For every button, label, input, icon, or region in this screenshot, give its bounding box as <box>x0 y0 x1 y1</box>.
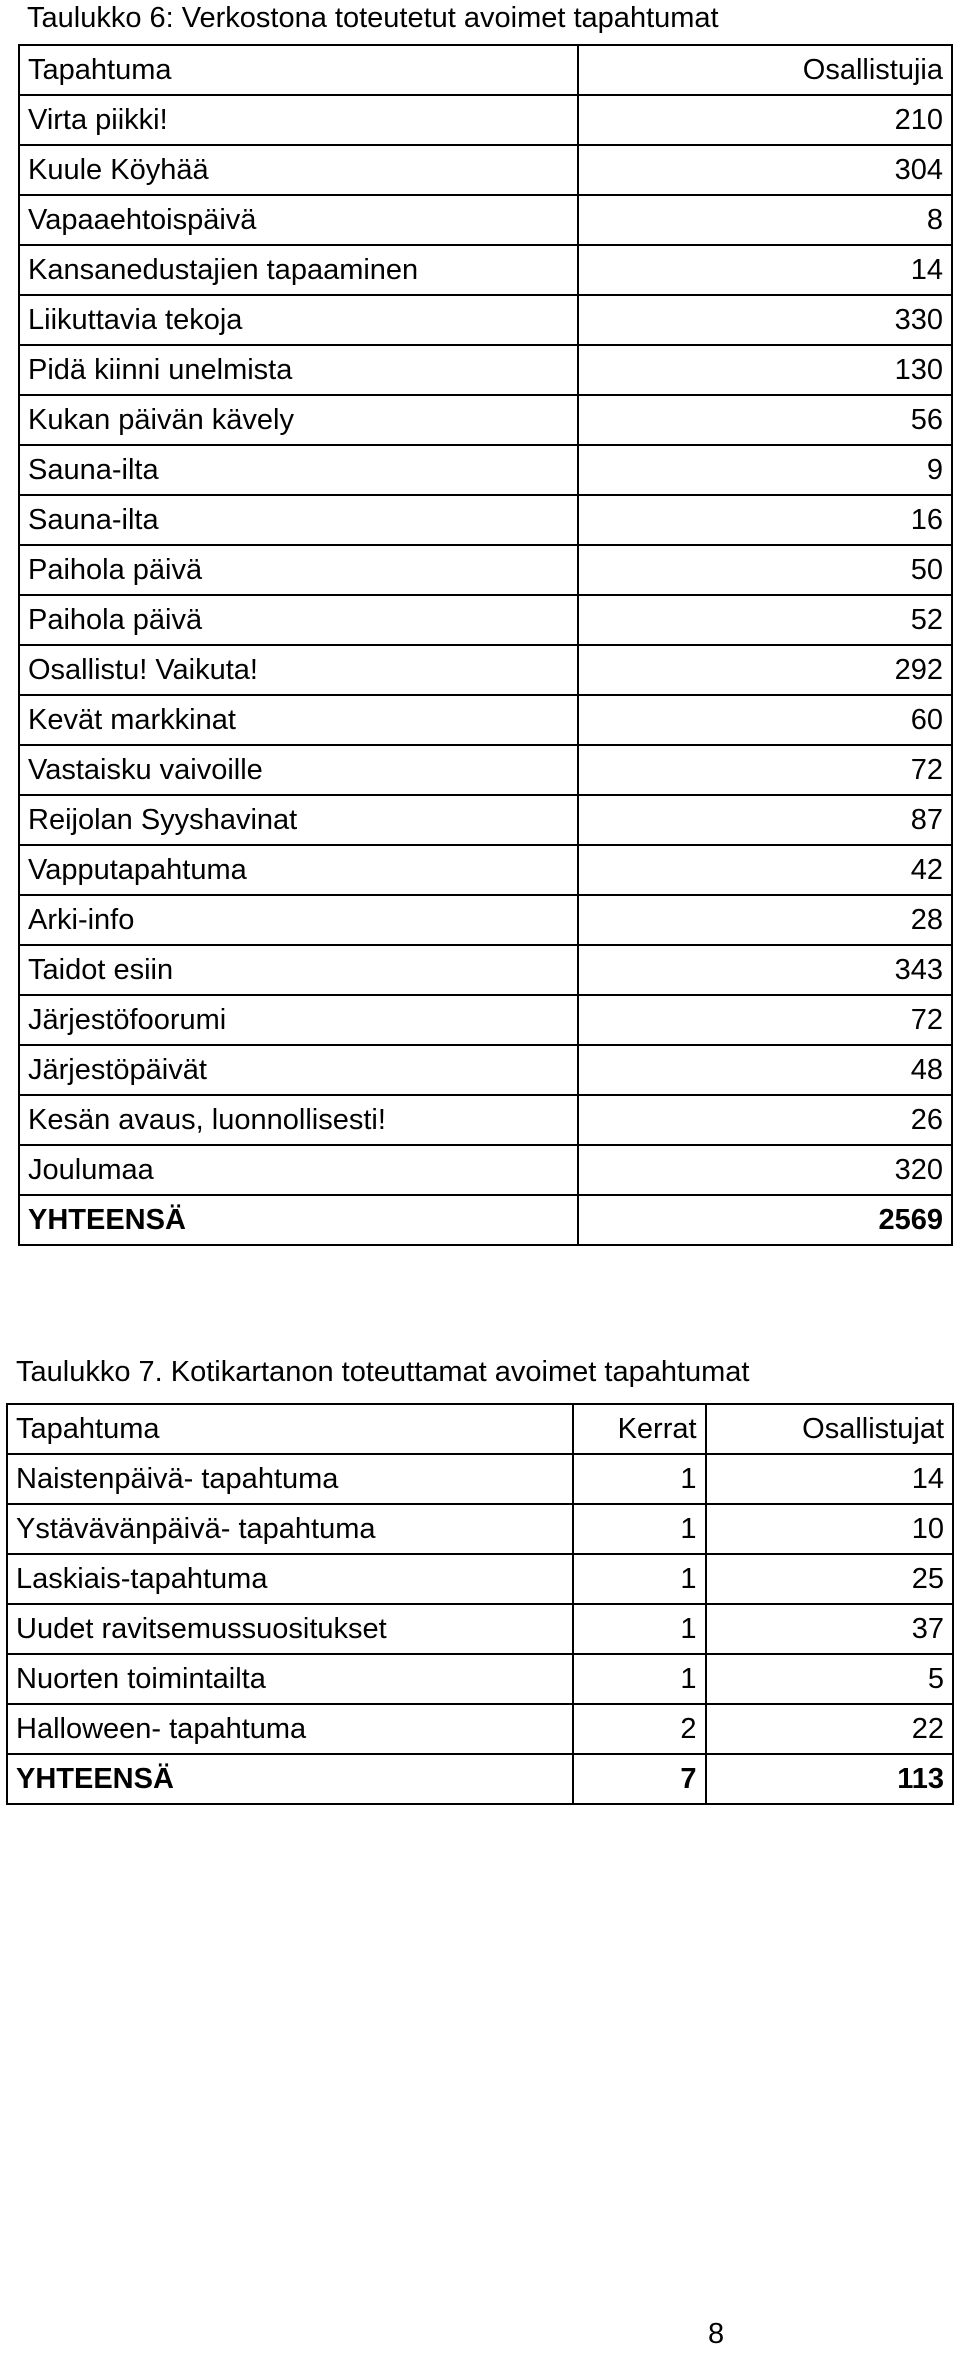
page-number: 8 <box>708 2318 725 2350</box>
table-cell: Sauna-ilta <box>19 445 578 495</box>
table-cell: Vapaaehtoispäivä <box>19 195 578 245</box>
table-cell: 14 <box>706 1454 953 1504</box>
table-cell: Uudet ravitsemussuositukset <box>7 1604 573 1654</box>
table-cell: 1 <box>573 1504 706 1554</box>
table-cell: 48 <box>578 1045 952 1095</box>
table-total-row <box>19 1195 952 1245</box>
table-row <box>7 1654 953 1704</box>
table-cell: Naistenpäivä- tapahtuma <box>7 1454 573 1504</box>
table-cell: Virta piikki! <box>19 95 578 145</box>
table-cell: Nuorten toimintailta <box>7 1654 573 1704</box>
table-cell: 1 <box>573 1654 706 1704</box>
table-cell: Reijolan Syyshavinat <box>19 795 578 845</box>
table-cell: 37 <box>706 1604 953 1654</box>
table-cell: 42 <box>578 845 952 895</box>
column-header: Tapahtuma <box>7 1404 573 1454</box>
table-cell: 22 <box>706 1704 953 1754</box>
table-cell: 320 <box>578 1145 952 1195</box>
table-cell: Arki-info <box>19 895 578 945</box>
table-cell: 304 <box>578 145 952 195</box>
table-cell: 113 <box>706 1754 953 1804</box>
table-7-caption: Taulukko 7. Kotikartanon toteuttamat avoimet tapahtumat <box>16 1356 750 1388</box>
table-cell: 343 <box>578 945 952 995</box>
table-cell: 5 <box>706 1654 953 1704</box>
table-cell: 8 <box>578 195 952 245</box>
table-cell: 9 <box>578 445 952 495</box>
table-cell: 26 <box>578 1095 952 1145</box>
table-cell: 50 <box>578 545 952 595</box>
table-cell: 52 <box>578 595 952 645</box>
table-cell: Vapputapahtuma <box>19 845 578 895</box>
table-cell: Kesän avaus, luonnollisesti! <box>19 1095 578 1145</box>
table-7 <box>6 1403 954 1805</box>
table-cell: Pidä kiinni unelmista <box>19 345 578 395</box>
table-row <box>19 795 952 845</box>
table-row <box>19 895 952 945</box>
table-cell: 330 <box>578 295 952 345</box>
table-row <box>7 1454 953 1504</box>
table-cell: 1 <box>573 1554 706 1604</box>
table-row <box>19 745 952 795</box>
table-cell: 72 <box>578 995 952 1045</box>
table-cell: 2569 <box>578 1195 952 1245</box>
table-row <box>19 95 952 145</box>
table-cell: Joulumaa <box>19 1145 578 1195</box>
table-row <box>19 445 952 495</box>
table-row <box>19 845 952 895</box>
table-cell: Sauna-ilta <box>19 495 578 545</box>
table-cell: 7 <box>573 1754 706 1804</box>
table-cell: Ystävävänpäivä- tapahtuma <box>7 1504 573 1554</box>
table-cell: 16 <box>578 495 952 545</box>
table-cell: 14 <box>578 245 952 295</box>
table-cell: Kansanedustajien tapaaminen <box>19 245 578 295</box>
column-header: Osallistujia <box>578 45 952 95</box>
table-row <box>19 145 952 195</box>
table-cell: Osallistu! Vaikuta! <box>19 645 578 695</box>
table-6 <box>18 44 953 1246</box>
table-cell: 60 <box>578 695 952 745</box>
table-row <box>19 1145 952 1195</box>
table-row <box>19 545 952 595</box>
table-header-row <box>19 45 952 95</box>
table-cell: Taidot esiin <box>19 945 578 995</box>
table-row <box>19 495 952 545</box>
column-header: Osallistujat <box>706 1404 953 1454</box>
table-cell: Halloween- tapahtuma <box>7 1704 573 1754</box>
table-cell: Järjestöpäivät <box>19 1045 578 1095</box>
table-cell: 25 <box>706 1554 953 1604</box>
table-cell: Kuule Köyhää <box>19 145 578 195</box>
table-row <box>19 1095 952 1145</box>
table-row <box>19 345 952 395</box>
table-row <box>7 1604 953 1654</box>
table-cell: YHTEENSÄ <box>7 1754 573 1804</box>
table-row <box>19 695 952 745</box>
table-cell: Järjestöfoorumi <box>19 995 578 1045</box>
table-6-caption: Taulukko 6: Verkostona toteutetut avoimet tapahtumat <box>27 2 719 34</box>
table-cell: 87 <box>578 795 952 845</box>
table-row <box>19 945 952 995</box>
table-cell: Kukan päivän kävely <box>19 395 578 445</box>
column-header: Kerrat <box>573 1404 706 1454</box>
table-cell: Vastaisku vaivoille <box>19 745 578 795</box>
table-cell: 210 <box>578 95 952 145</box>
table-cell: 72 <box>578 745 952 795</box>
table-row <box>7 1554 953 1604</box>
table-row <box>19 645 952 695</box>
table-row <box>19 1045 952 1095</box>
table-row <box>19 195 952 245</box>
table-cell: 10 <box>706 1504 953 1554</box>
table-cell: 1 <box>573 1454 706 1504</box>
table-cell: Liikuttavia tekoja <box>19 295 578 345</box>
table-header-row <box>7 1404 953 1454</box>
table-cell: 130 <box>578 345 952 395</box>
column-header: Tapahtuma <box>19 45 578 95</box>
table-row <box>19 995 952 1045</box>
table-row <box>19 395 952 445</box>
table-cell: 292 <box>578 645 952 695</box>
table-cell: 2 <box>573 1704 706 1754</box>
table-cell: Paihola päivä <box>19 545 578 595</box>
table-row <box>7 1504 953 1554</box>
table-cell: Paihola päivä <box>19 595 578 645</box>
table-cell: 28 <box>578 895 952 945</box>
table-total-row <box>7 1754 953 1804</box>
table-cell: Kevät markkinat <box>19 695 578 745</box>
table-row <box>19 245 952 295</box>
table-row <box>19 295 952 345</box>
table-cell: 1 <box>573 1604 706 1654</box>
table-cell: 56 <box>578 395 952 445</box>
table-cell: Laskiais-tapahtuma <box>7 1554 573 1604</box>
table-row <box>7 1704 953 1754</box>
table-cell: YHTEENSÄ <box>19 1195 578 1245</box>
table-row <box>19 595 952 645</box>
